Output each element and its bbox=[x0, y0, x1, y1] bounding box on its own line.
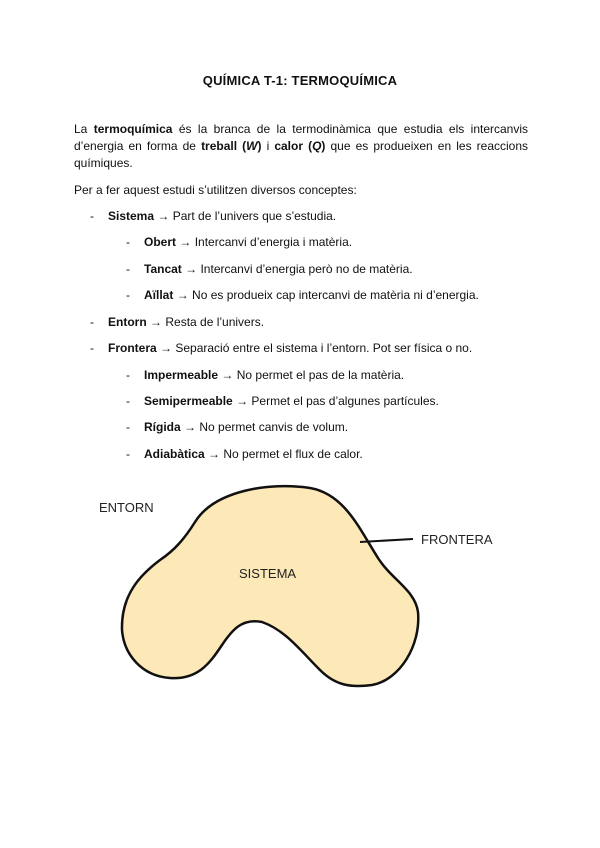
desc-aillat: No es produeix cap intercanvi de matèria ni d’energia. bbox=[188, 288, 479, 302]
desc-impermeable: No permet el pas de la matèria. bbox=[233, 368, 405, 382]
desc-sistema: Part de l’univers que s’estudia. bbox=[169, 209, 337, 223]
bullet-dash: - bbox=[90, 341, 94, 355]
term-frontera: Frontera bbox=[108, 341, 157, 355]
term-aillat: Aïllat bbox=[144, 288, 174, 302]
intro-text: és la branca de la termodinàmica que estudia els intercanvis d’energia en forma de bbox=[74, 122, 529, 153]
term-calor: calor ( bbox=[274, 139, 313, 153]
arrow-icon: → bbox=[179, 235, 192, 249]
desc-entorn: Resta de l’univers. bbox=[162, 315, 265, 329]
arrow-icon: → bbox=[184, 420, 197, 434]
arrow-icon: → bbox=[236, 394, 249, 408]
entorn-label: ENTORN bbox=[99, 500, 154, 515]
arrow-icon: → bbox=[150, 315, 163, 329]
term-entorn: Entorn bbox=[108, 315, 147, 329]
desc-obert: Intercanvi d’energia i matèria. bbox=[191, 235, 353, 249]
symbol-w: W bbox=[246, 139, 258, 153]
desc-tancat: Intercanvi d’energia però no de matèria. bbox=[197, 262, 413, 276]
term-termoquimica: termoquímica bbox=[93, 122, 173, 136]
frontera-label: FRONTERA bbox=[421, 532, 493, 547]
term-rigida: Rígida bbox=[144, 420, 181, 434]
term-treball-end: ) bbox=[257, 139, 262, 153]
term-impermeable: Impermeable bbox=[144, 368, 219, 382]
desc-frontera: Separació entre el sistema i l’entorn. Pot ser física o no. bbox=[172, 341, 473, 355]
bullet-dash: - bbox=[126, 447, 130, 461]
arrow-icon: → bbox=[157, 209, 170, 223]
arrow-icon: → bbox=[176, 288, 189, 302]
desc-rigida: No permet canvis de volum. bbox=[196, 420, 349, 434]
system-diagram bbox=[0, 480, 600, 720]
bullet-dash: - bbox=[90, 315, 94, 329]
bullet-dash: - bbox=[126, 262, 130, 276]
term-adiabatica: Adiabàtica bbox=[144, 447, 205, 461]
term-treball: treball ( bbox=[201, 139, 247, 153]
arrow-icon: → bbox=[160, 341, 173, 355]
desc-semipermeable: Permet el pas d’algunes partícules. bbox=[248, 394, 439, 408]
bullet-dash: - bbox=[90, 209, 94, 223]
bullet-dash: - bbox=[126, 288, 130, 302]
intro-text: i bbox=[261, 139, 275, 153]
intro-text: La bbox=[74, 122, 94, 136]
desc-adiabatica: No permet el flux de calor. bbox=[220, 447, 363, 461]
term-obert: Obert bbox=[144, 235, 177, 249]
term-sistema: Sistema bbox=[108, 209, 155, 223]
term-semipermeable: Semipermeable bbox=[144, 394, 233, 408]
bullet-dash: - bbox=[126, 394, 130, 408]
bullet-dash: - bbox=[126, 368, 130, 382]
sistema-label: SISTEMA bbox=[239, 566, 297, 581]
system-shape bbox=[122, 486, 418, 686]
term-calor-end: ) bbox=[321, 139, 326, 153]
page-title: QUÍMICA T-1: TERMOQUÍMICA bbox=[202, 73, 398, 88]
intro-text: que es produeixen en les reaccions químiques. bbox=[74, 139, 529, 170]
bullet-dash: - bbox=[126, 235, 130, 249]
term-tancat: Tancat bbox=[144, 262, 182, 276]
arrow-icon: → bbox=[208, 447, 221, 461]
concepts-intro: Per a fer aquest estudi s’utilitzen diversos conceptes: bbox=[74, 183, 357, 197]
symbol-q: Q bbox=[312, 139, 322, 153]
intro-paragraph bbox=[74, 121, 528, 172]
arrow-icon: → bbox=[221, 368, 234, 382]
arrow-icon: → bbox=[185, 262, 198, 276]
bullet-dash: - bbox=[126, 420, 130, 434]
